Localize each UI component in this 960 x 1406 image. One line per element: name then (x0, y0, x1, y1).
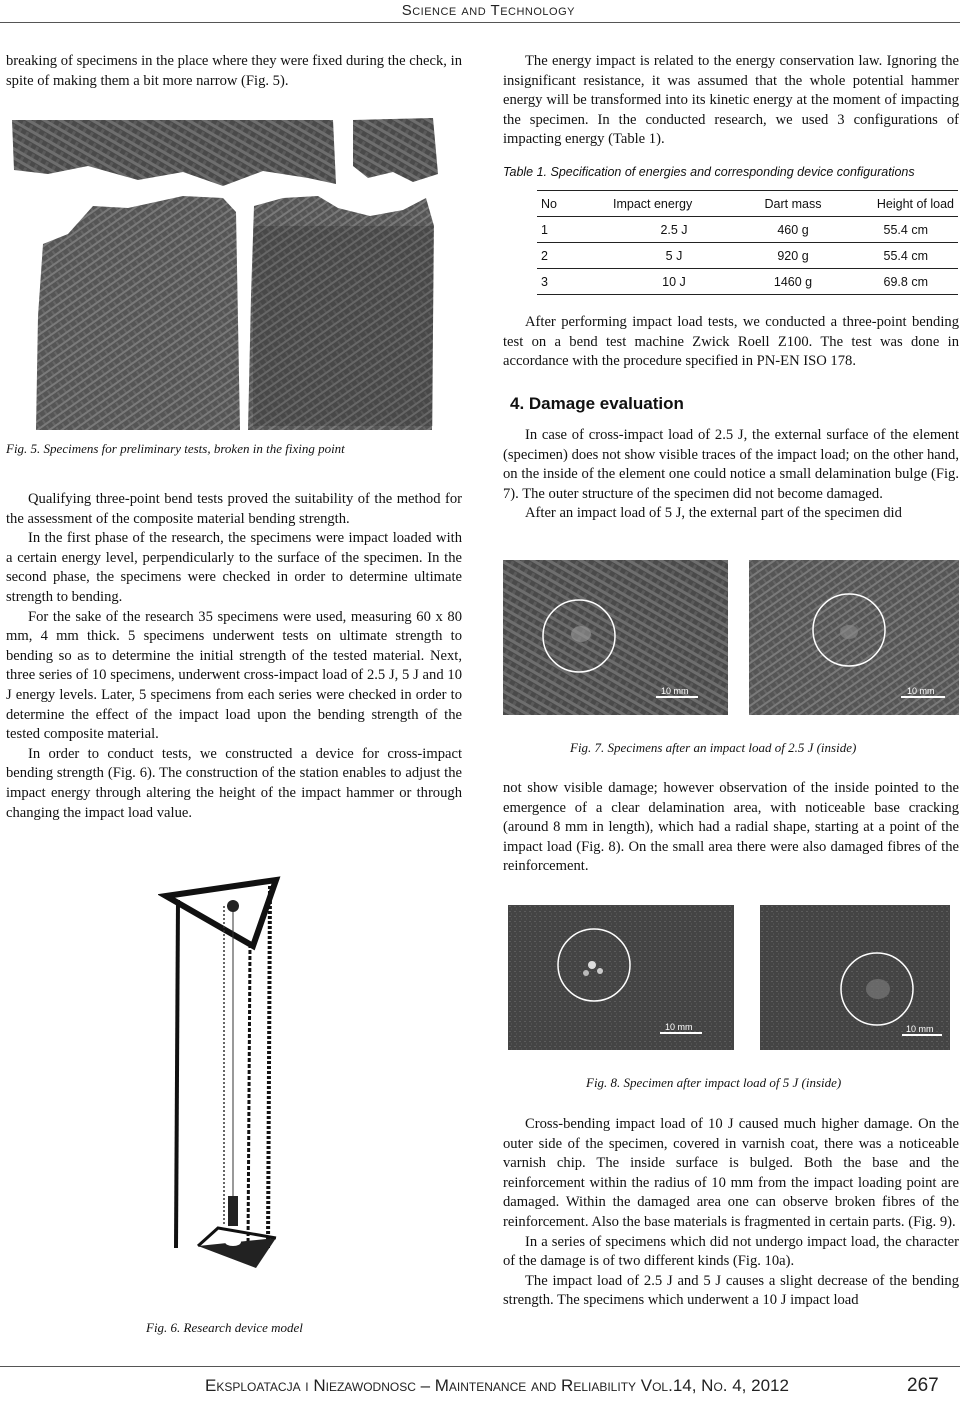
fig6-device-drawing (158, 876, 298, 1271)
header-rule (0, 22, 960, 23)
right-paragraph-2-text: After performing impact load tests, we conducted a three-point bending test on a bend test machine Zwick Roell Z100. The test was done in accordance with the procedure specified in PN-EN ISO 178. (503, 314, 959, 370)
right-body-end (503, 1115, 959, 1311)
right-paragraph-7-text: In a series of specimens which did not undergo impact load, the character of the damage is of two different kinds (Fig. 10a). (503, 1233, 959, 1270)
table-cell-dart-mass: 460 g (777, 222, 809, 237)
page-header (0, 0, 960, 24)
table-cell-height: 69.8 cm (883, 274, 928, 289)
fig6-caption: Fig. 6. Research device model (146, 1320, 303, 1335)
table-row (537, 217, 958, 243)
table-header-row (537, 191, 958, 217)
right-paragraph-3-text: In case of cross-impact load of 2.5 J, the external surface of the element (specimen) does not show visible traces of the impact load; on the other hand, on the inside of the element one could notice a small delamination bulge (Fig. 7). The outer structure of the specimen did not become damaged. (503, 427, 959, 502)
table-header-dart-mass: Dart mass (764, 196, 822, 211)
scale-bar-label: 10 mm (665, 1022, 693, 1032)
scale-bar-label: 10 mm (906, 1024, 934, 1034)
left-paragraph-3: For the sake of the research 35 specimens were used, measuring 60 x 80 mm, 4 mm thick. 5 specimens underwent tests on ultimate strength to bending so as to determine the initial strength of the tested material. Next, three series of 10 specimens, underwent cross-impact load of 2.5 J, 5 J and 10 J energy levels. Later, 5 specimens from each series were checked in order to determine the effect of the impact load upon the bending strength of the tested composite material. (6, 608, 462, 743)
right-paragraph-1 (503, 52, 959, 150)
fig7-photo-right (749, 560, 959, 715)
fig5-caption: Fig. 5. Specimens for preliminary tests, broken in the fixing point (6, 441, 345, 456)
right-paragraph-4-text: After an impact load of 5 J, the external part of the specimen did (525, 505, 902, 522)
table-header-no: No (541, 196, 557, 211)
fig7-caption: Fig. 7. Specimens after an impact load of 2.5 J (inside) (570, 740, 857, 755)
table1 (537, 190, 958, 295)
table-cell-dart-mass: 1460 g (773, 274, 813, 289)
fig7-photo-left (503, 560, 728, 715)
table-cell-impact-energy: 5 J (665, 248, 683, 263)
fig8-photo-left (508, 905, 734, 1050)
right-paragraph-5 (503, 779, 959, 877)
left-paragraph-4: In order to conduct tests, we constructed a device for cross-impact bending strength (Fig. 6). The construction of the station enables to adjust the impact energy through altering the height of the impact hammer or through changing the impact load value. (6, 745, 462, 821)
right-paragraph-6-text: Cross-bending impact load of 10 J caused much higher damage. On the outer side of the specimen, covered in varnish coat, there was a noticeable varnish chip. The inside surface is bulged. Both the base and the reinforcement within the radius of 10 mm from the impact loading point are damaged. Within the damaged area one can observe broken fibres of the reinforcement. Also the base materials is fragmented in certain parts. (Fig. 9). (503, 1116, 959, 1230)
left-paragraph-2: In the first phase of the research, the specimens were impact loaded with a certain energy level, perpendicularly to the surface of the specimen. In the second phase, the specimens were checked in order to determine ultimate strength to bending. (6, 530, 462, 605)
right-paragraph-1-text: The energy impact is related to the energy conservation law. Ignoring the insignificant resistance, it was assumed that the whole potential hammer energy will be transformed into its kinetic energy at the moment of impacting the specimen. In the conducted research, we used 3 configurations of impacting energy (Table 1). (503, 53, 959, 148)
table-cell-no: 3 (541, 274, 548, 289)
scale-bar-label: 10 mm (661, 686, 689, 696)
table-cell-dart-mass: 920 g (777, 248, 809, 263)
table-header-height-of-load: Height of load (876, 196, 954, 211)
right-paragraph-2 (503, 313, 959, 372)
fig8-photo-right (760, 905, 950, 1050)
table-cell-no: 1 (541, 222, 548, 237)
right-paragraph-8-text: The impact load of 2.5 J and 5 J causes a slight decrease of the bending strength. The specimens which underwent a 10 J impact load (503, 1272, 959, 1309)
left-body (6, 490, 462, 823)
table-cell-height: 55.4 cm (883, 248, 928, 263)
fig5-photo (8, 116, 448, 432)
footer-journal: Eksploatacja i Niezawodnosc – Maintenance and Reliability Vol.14, No. 4, 2012 (205, 1376, 789, 1395)
table1-caption: Table 1. Specification of energies and corresponding device configurations (503, 165, 915, 179)
table-cell-height: 55.4 cm (883, 222, 928, 237)
table-row (537, 243, 958, 269)
table-row (537, 269, 958, 295)
footer-rule (0, 1366, 960, 1367)
scale-bar-label: 10 mm (907, 686, 935, 696)
table-header-impact-energy: Impact energy (613, 196, 693, 211)
left-paragraph-1: Qualifying three-point bend tests proved the suitability of the method for the assessment of the composite material bending strength. (6, 491, 462, 527)
right-paragraph-5-text: not show visible damage; however observation of the inside pointed to the emergence of a clear delamination area, with noticeable base cracking (around 8 mm in length), which had a radial shape, starting at a point of the impact load (Fig. 8). On the small area there were also damaged fibres of the reinforcement. (503, 780, 959, 875)
fig8-caption: Fig. 8. Specimen after impact load of 5 J (inside) (586, 1075, 842, 1090)
table-cell-impact-energy: 10 J (662, 274, 686, 289)
right-paragraph-3 (503, 426, 959, 524)
journal-section: Science and Technology (401, 2, 575, 19)
section-heading: 4. Damage evaluation (510, 394, 684, 413)
page-number: 267 (907, 1375, 939, 1396)
table-cell-impact-energy: 2.5 J (660, 222, 688, 237)
table-cell-no: 2 (541, 248, 548, 263)
left-intro: breaking of specimens in the place where they were fixed during the check, in spite of making them a bit more narrow (Fig. 5). (6, 53, 462, 89)
